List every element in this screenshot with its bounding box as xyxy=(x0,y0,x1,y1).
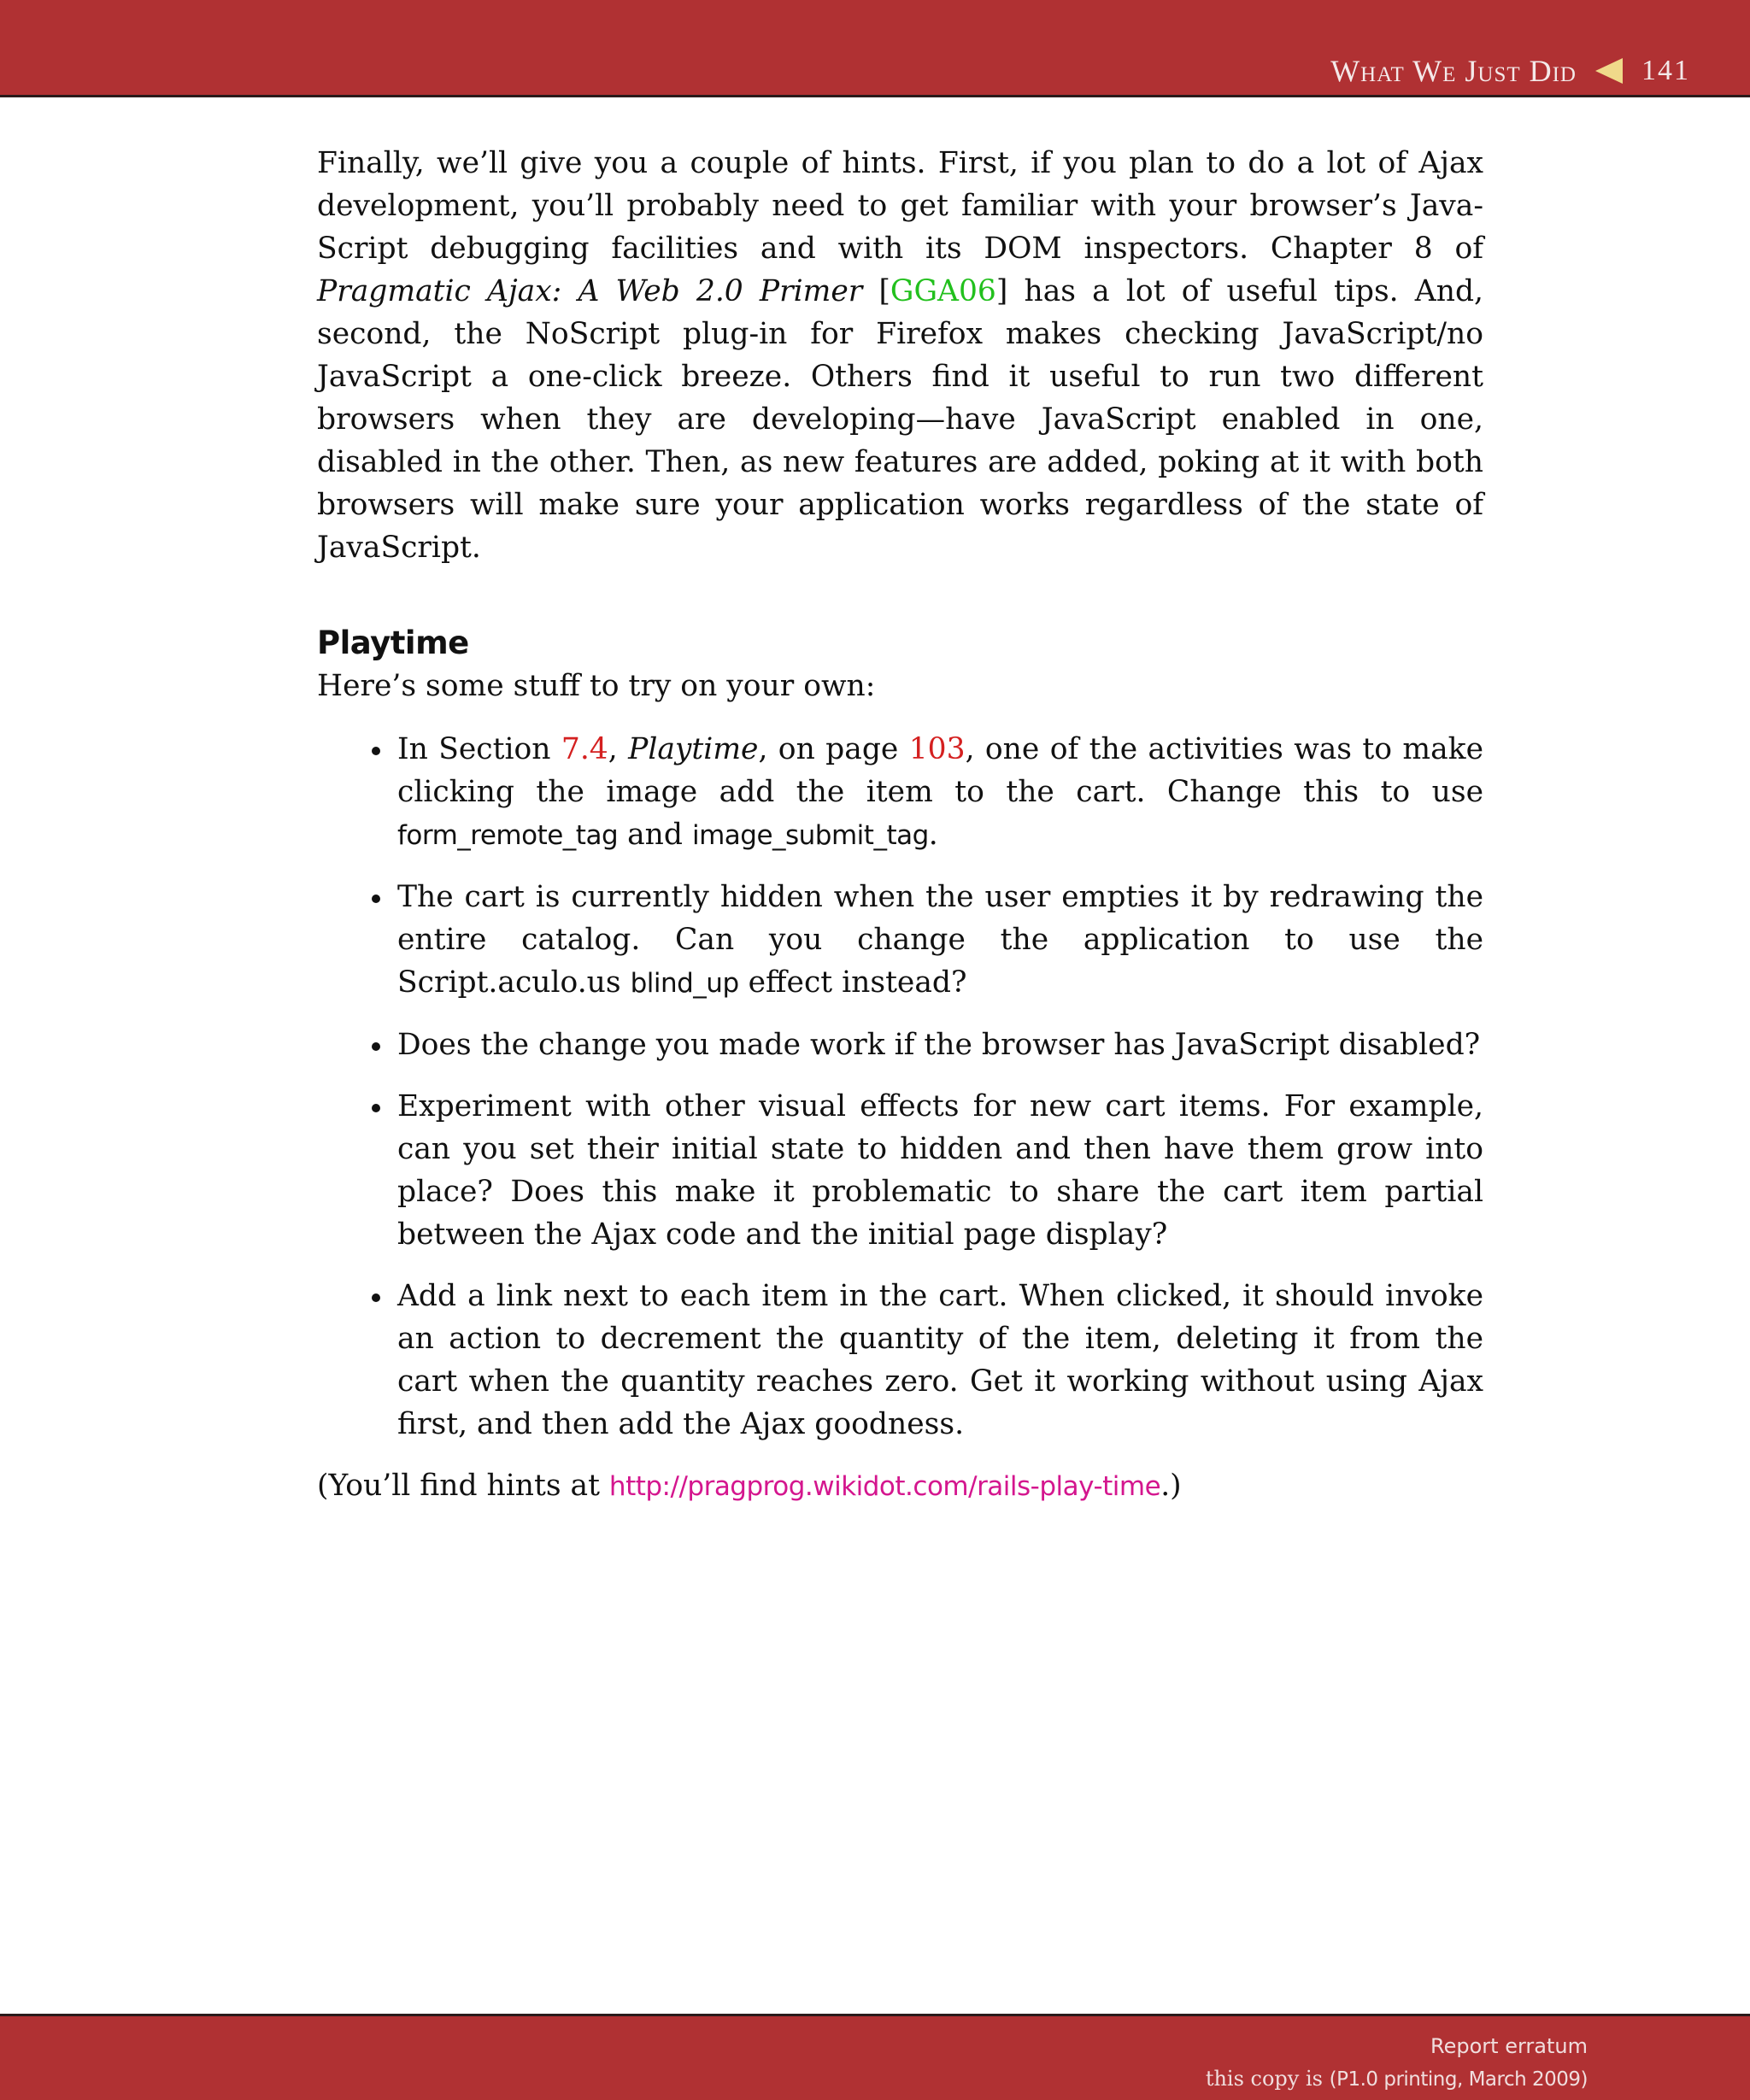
printing-note: this copy is (P1.0 printing, March 2009) xyxy=(1205,2067,1588,2091)
book-title: Pragmatic Ajax: A Web 2.0 Primer xyxy=(317,274,863,308)
footer-band xyxy=(0,2014,1750,2100)
code-text: blind_up xyxy=(630,968,739,999)
page-number: 141 xyxy=(1641,55,1690,86)
list-item: Add a link next to each item in the cart. When clicked, it should invoke an action to decrement the quantity of the item, deleting it from the cart when the quantity reaches zero. Get it working without using Ajax first, and then add the Ajax goodness. xyxy=(397,1275,1483,1446)
section-title: Playtime xyxy=(628,732,759,766)
exercise-list xyxy=(317,728,1483,1446)
citation-link[interactable]: GGA06 xyxy=(890,274,996,308)
running-head xyxy=(1330,53,1690,89)
section-ref-link[interactable]: 7.4 xyxy=(561,732,608,766)
hints-paragraph: (You’ll find hints at http://pragprog.wikidot.com/rails-play-time.) xyxy=(317,1469,1182,1503)
report-erratum-link[interactable]: Report erratum xyxy=(1430,2034,1588,2058)
code-text: image_submit_tag xyxy=(691,820,929,851)
lead-text: Here’s some stuff to try on your own: xyxy=(317,669,876,703)
page-arrow-icon[interactable] xyxy=(1595,58,1623,84)
list-item: Experiment with other visual effects for new cart items. For example, can you set their initial state to hidden and then have them grow into place? Does this make it problematic to share the cart item partial between the Ajax code and the initial page display? xyxy=(397,1085,1483,1256)
header-band xyxy=(0,0,1750,97)
page-body xyxy=(317,142,1483,1508)
section-heading: Playtime xyxy=(317,625,469,661)
running-title: What We Just Did xyxy=(1330,54,1577,88)
list-item: The cart is currently hidden when the user empties it by redrawing the entire catalog. Can you change the application to use the Script.aculo.us blind_up effect instead? xyxy=(397,876,1483,1005)
code-text: form_remote_tag xyxy=(397,820,619,851)
page-ref-link[interactable]: 103 xyxy=(908,732,966,766)
hints-url-link[interactable]: http://pragprog.wikidot.com/rails-play-time xyxy=(608,1471,1161,1502)
intro-paragraph: Finally, we’ll give you a couple of hints. First, if you plan to do a lot of Ajax development, you’ll probably need to get familiar with your browser’s Java-Script debugging facilities and with its DOM inspectors. Chapter 8 of Pragmatic Ajax: A Web 2.0 Primer [GGA06] has a lot of useful tips. And, second, the NoScript plug-in for Firefox makes checking JavaScript/no JavaScript a one-click breeze. Others find it useful to run two different browsers when they are developing—have JavaScript enabled in one, disabled in the other. Then, as new features are added, poking at it with both browsers will make sure your application works regardless of the state of JavaScript. xyxy=(317,146,1483,565)
list-item: In Section 7.4, Playtime, on page 103, one of the activities was to make clicking the image add the item to the cart. Change this to use form_remote_tag and image_submit_tag. xyxy=(397,728,1483,857)
list-item: Does the change you made work if the browser has JavaScript disabled? xyxy=(397,1024,1483,1066)
